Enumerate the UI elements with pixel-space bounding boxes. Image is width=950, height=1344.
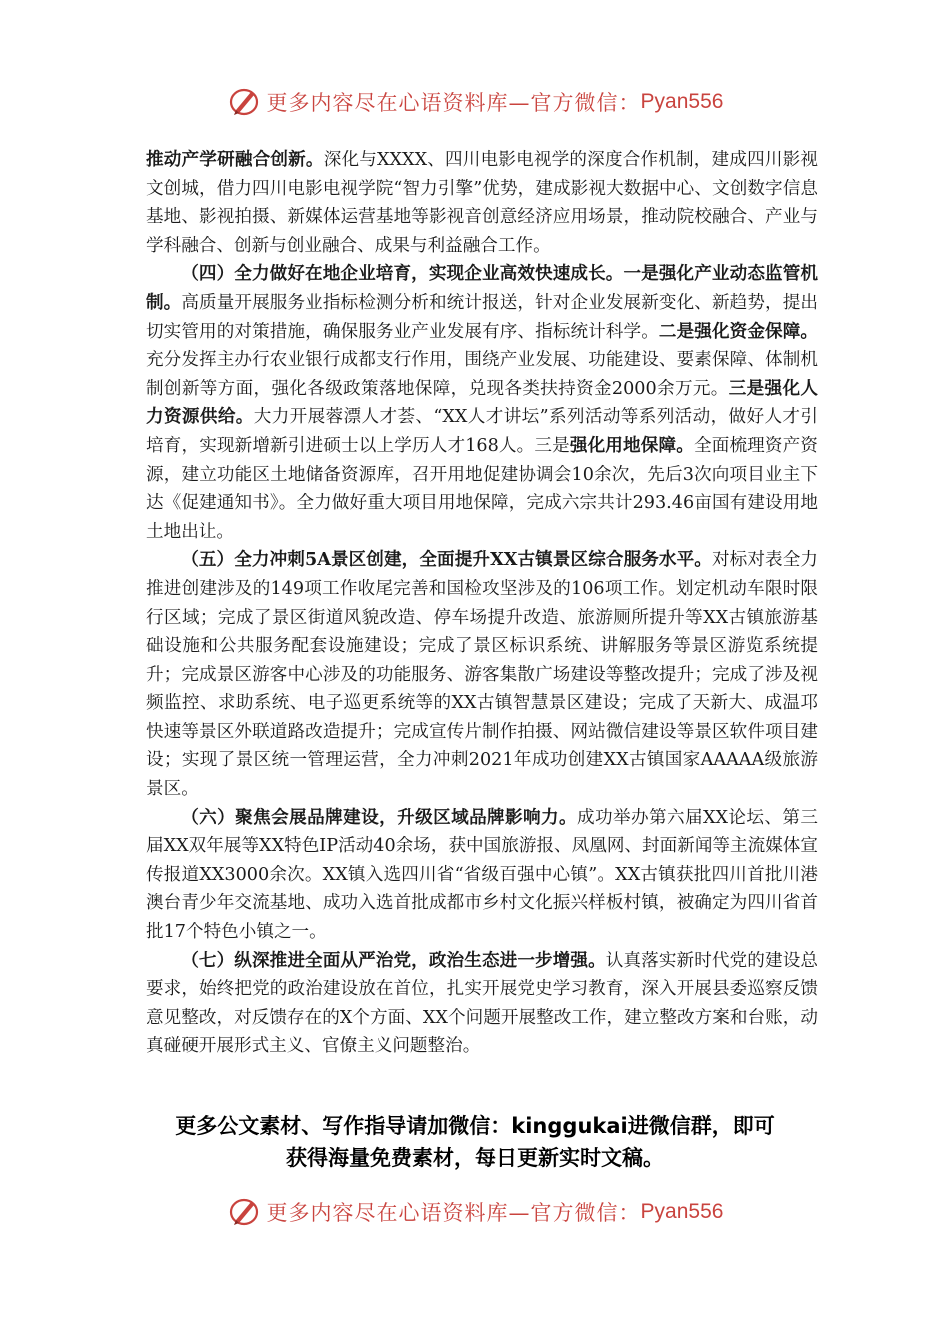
section-heading: （四）全力做好在地企业培育，实现企业高效快速成长。一是强化产业动态监管机制。 <box>146 263 818 313</box>
wechat-id: Pyan556 <box>640 1200 724 1223</box>
paragraph <box>146 546 818 803</box>
paragraph <box>146 146 818 260</box>
section-heading: （五）全力冲刺5A景区创建，全面提升XX古镇景区综合服务水平。 <box>181 549 712 571</box>
bold-text: 强化用地保障。 <box>569 434 694 456</box>
promo-line: 获得海量免费素材，每日更新实时文稿。 <box>286 1146 664 1170</box>
body-text: 充分发挥主办行农业银行成都支行作用，围绕产业发展、功能建设、要素保障、体制机制创新等方面，强化各级政策落地保障，兑现各类扶持资金2000余万元。 <box>146 350 818 399</box>
body-text: 成功举办第六届XX论坛、第三届XX双年展等XX特色IP活动40余场，获中国旅游报、凤凰网、封面新闻等主流媒体宣传报道XX3000余次。XX镇入选四川省“省级百强中心镇”。XX古镇获批四川首批川港澳台青少年交流基地、成功入选首批成都市乡村文化振兴样板村镇，被确定为四川省首批17个特色小镇之一。 <box>146 807 818 943</box>
pen-logo-icon <box>227 85 261 119</box>
pen-logo-icon <box>227 1195 261 1229</box>
section-heading: （六）聚焦会展品牌建设，升级区域品牌影响力。 <box>181 806 578 828</box>
paragraph <box>146 947 818 1061</box>
section-heading: （七）纵深推进全面从严治党，政治生态进一步增强。 <box>181 949 606 971</box>
body-text: 高质量开展服务业指标检测分析和统计报送，针对企业发展新变化、新趋势，提出切实管用的对策措施，确保服务业产业发展有序、指标统计科学。 <box>146 292 818 342</box>
body-text: 认真落实新时代党的建设总要求，始终把党的政治建设放在首位，扎实开展党史学习教育，深入开展县委巡察反馈意见整改，对反馈存在的X个方面、XX个问题开展整改工作，建立整改方案和台账，动真碰硬开展形式主义、官僚主义问题整治。 <box>146 950 818 1057</box>
bold-text: 三是强化人力资源供给。 <box>146 377 818 428</box>
paragraph <box>146 804 818 947</box>
watermark-text: 更多内容尽在心语资料库—官方微信： <box>266 91 641 115</box>
bold-text: 推动产学研融合创新。 <box>146 149 324 170</box>
wechat-id: Pyan556 <box>640 90 724 113</box>
body-text: 对标对表全力推进创建涉及的149项工作收尾完善和国检攻坚涉及的106项工作。划定机动车限时限行区域；完成了景区街道风貌改造、停车场提升改造、旅游厕所提升等XX古镇旅游基础设施和公共服务配套设施建设；完成了景区标识系统、讲解服务等景区游览系统提升；完成景区游客中心涉及的功能服务、游客集散广场建设等整改提升；完成了涉及视频监控、求助系统、电子巡更系统等的XX古镇智慧景区建设；完成了天新大、成温邛快速等景区外联道路改造提升；完成宣传片制作拍摄、网站微信建设等景区软件项目建设；实现了景区统一管理运营，全力冲刺2021年成功创建XX古镇国家AAAAA级旅游景区。 <box>146 550 818 800</box>
body-text: 全面梳理资产资源，建立功能区土地储备资源库，召开用地促建协调会10余次，先后3次向项目业主下达《促建通知书》。全力做好重大项目用地保障，完成六宗共计293.46亩国有建设用地土地出让。 <box>146 435 818 542</box>
header-watermark-banner <box>0 82 950 122</box>
document-body <box>146 146 818 1061</box>
footer-watermark-banner <box>0 1192 950 1232</box>
body-text: 大力开展蓉漂人才荟、“XX人才讲坛”系列活动等系列活动，做好人才引培育，实现新增新引进硕士以上学历人才168人。三是 <box>146 407 818 456</box>
body-text: 深化与XXXX、四川电影电视学的深度合作机制，建成四川影视文创城，借力四川电影电视学院“智力引擎”优势，建成影视大数据中心、文创数字信息基地、影视拍摄、新媒体运营基地等影视音创意经济应用场景，推动院校融合、产业与学科融合、创新与创业融合、成果与利益融合工作。 <box>146 150 818 256</box>
bold-text: 二是强化资金保障。 <box>658 320 818 342</box>
promo-notice <box>100 1110 850 1174</box>
promo-line: 更多公文素材、写作指导请加微信：kinggukai进微信群，即可 <box>175 1114 775 1138</box>
watermark-text: 更多内容尽在心语资料库—官方微信： <box>266 1201 641 1225</box>
paragraph <box>146 260 818 546</box>
